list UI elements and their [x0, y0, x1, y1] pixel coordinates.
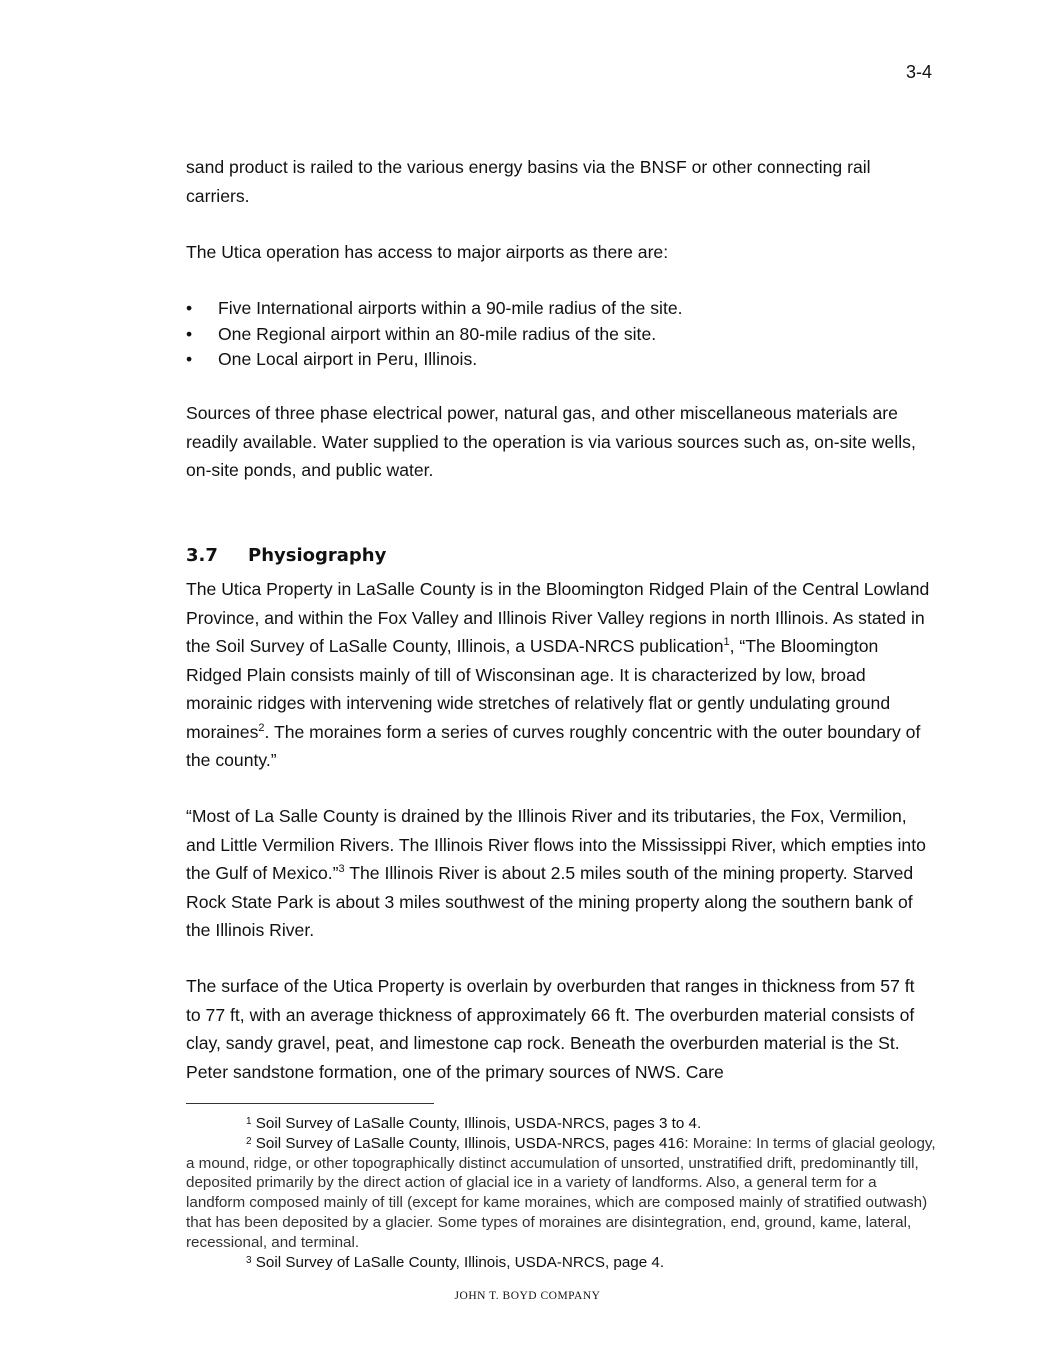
footnote-definition: Moraine: In terms of glacial geology, a mound, ridge, or other topographically distinct accumulation of unsorted, unstratified drift, predominantly till, deposited primarily by the direct action of glacial ice in a variety of landforms. Also, a general term for a landform composed mainly of till (except for kame moraines, which are composed mainly of stratified outwash) that has been deposited by a glacier. Some types of moraines are disintegration, end, ground, kame, lateral, recessional, and terminal. — [186, 1134, 936, 1251]
footnote-ref-1[interactable]: 1 — [723, 636, 730, 648]
section-heading — [186, 545, 386, 566]
text-run: , “The Bloomington Ridged Plain consists mainly of till of Wisconsinan age. It is characterized by low, broad morainic ridges with intervening wide stretches of relatively flat or gently undulating ground moraines — [186, 636, 891, 742]
footnote-2 — [186, 1134, 936, 1253]
list-item-text: One Regional airport within an 80-mile radius of the site. — [218, 323, 657, 344]
footnote-number: 3 — [246, 1254, 252, 1266]
company-footer: JOHN T. BOYD COMPANY — [454, 1290, 601, 1302]
footnote-text: Soil Survey of LaSalle County, Illinois, USDA-NRCS, pages 416: — [251, 1134, 693, 1152]
section-title: Physiography — [248, 545, 387, 566]
section-number: 3.7 — [186, 545, 218, 566]
footnote-number: 2 — [246, 1135, 252, 1147]
page-number: 3-4 — [905, 62, 932, 82]
footnote-3 — [186, 1253, 936, 1273]
list-item — [186, 322, 932, 348]
footnotes — [186, 1114, 936, 1272]
bullet-icon: • — [186, 298, 193, 318]
text-run: . The moraines form a series of curves roughly concentric with the outer boundary of the county.” — [186, 721, 921, 770]
paragraph-physiography-2 — [186, 802, 932, 945]
footnote-1 — [186, 1114, 936, 1134]
footnote-separator — [186, 1103, 434, 1104]
paragraph-overburden: The surface of the Utica Property is overlain by overburden that ranges in thickness from 57 ft to 77 ft, with an average thickness of approximately 66 ft. The overburden material consists of clay, sandy gravel, peat, and limestone cap rock. Beneath the overburden material is the St. Peter sandstone formation, one of the primary sources of NWS. Care — [186, 976, 915, 1082]
airport-list — [186, 296, 932, 373]
paragraph-airports-intro: The Utica operation has access to major airports as there are: — [186, 242, 669, 262]
list-item-text: One Local airport in Peru, Illinois. — [218, 349, 478, 369]
list-item — [186, 347, 932, 373]
bullet-icon: • — [186, 323, 193, 344]
list-item — [186, 296, 932, 322]
list-item-text: Five International airports within a 90-mile radius of the site. — [218, 298, 683, 318]
footnote-text: Soil Survey of LaSalle County, Illinois, USDA-NRCS, page 4. — [251, 1253, 665, 1271]
paragraph-physiography-1 — [186, 575, 932, 775]
footnote-text: Soil Survey of LaSalle County, Illinois, USDA-NRCS, pages 3 to 4. — [251, 1115, 702, 1132]
text-run: The Utica Property in LaSalle County is in the Bloomington Ridged Plain of the Central Lowland Province, and within the Fox Valley and Illinois River Valley regions in north Illinois. As stated in the Soil Survey of LaSalle County, Illinois, a USDA-NRCS publication — [186, 579, 930, 656]
paragraph-rail-transport: sand product is railed to the various energy basins via the BNSF or other connecting rail carriers. — [186, 157, 871, 206]
paragraph-utilities: Sources of three phase electrical power, natural gas, and other miscellaneous materials are readily available. Water supplied to the operation is via various sources such as, on-site wells, on-site ponds, and public water. — [186, 403, 916, 480]
footnote-ref-3[interactable]: 3 — [338, 863, 345, 875]
footnote-number: 1 — [246, 1116, 252, 1127]
text-run: The Illinois River is about 2.5 miles south of the mining property. Starved Rock State Park is about 3 miles southwest of the mining property along the southern bank of the Illinois River. — [186, 863, 914, 940]
footnote-ref-2[interactable]: 2 — [258, 721, 265, 734]
bullet-icon: • — [186, 349, 193, 369]
text-run: “Most of La Salle County is drained by the Illinois River and its tributaries, the Fox, Vermilion, and Little Vermilion Rivers. The Illinois River flows into the Mississippi River, which empties into the Gulf of Mexico.” — [186, 806, 926, 883]
